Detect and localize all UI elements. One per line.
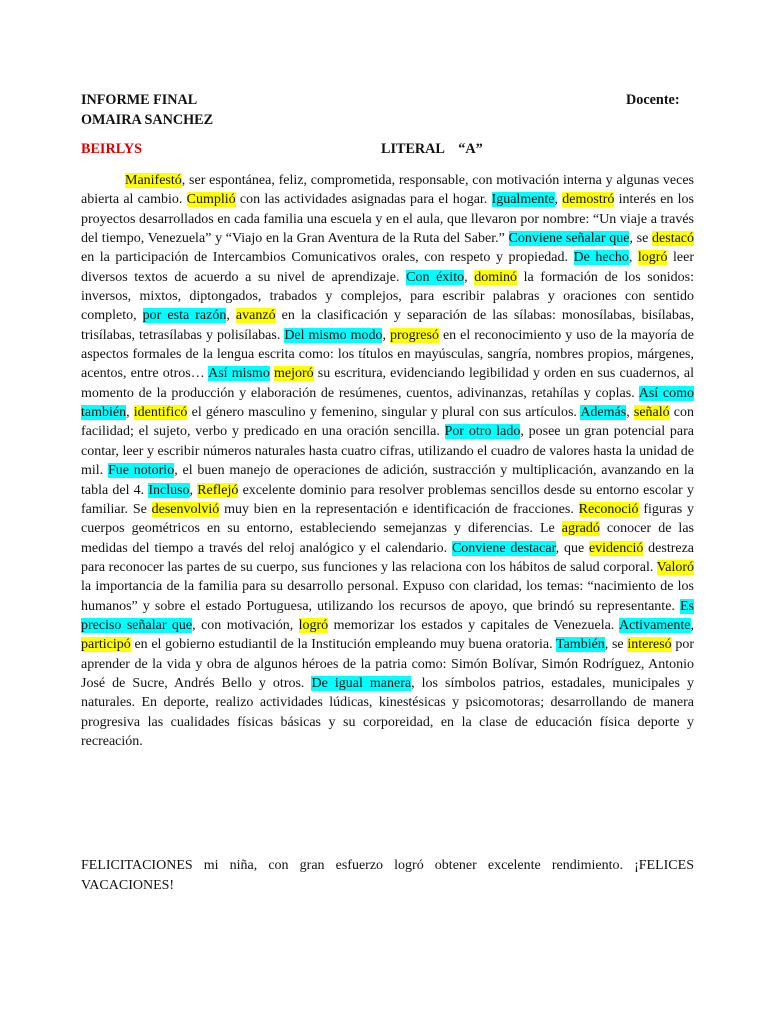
closing-message: FELICITACIONES mi niña, con gran esfuerzo logró obtener excelente rendimiento. ¡FELICES VACACIONES!: [81, 858, 694, 893]
body-text-run: leer diversos textos de acuerdo a su nivel de aprendizaje.: [81, 250, 695, 285]
highlighted-verb: participó: [81, 637, 131, 653]
highlighted-connector: De hecho: [573, 250, 629, 266]
highlighted-verb: desenvolvió: [151, 501, 220, 517]
highlighted-connector: Así como también: [81, 385, 694, 421]
highlighted-verb: dominó: [474, 269, 517, 285]
body-text-run: su escritura, evidenciando legibilidad y orden en sus cuadernos, al momento de la producción y elaboración de resúmenes, cuentos, adivinanzas, retahílas y coplas.: [81, 366, 695, 401]
body-text-run: la formación de los sonidos: inversos, mixtos, diptongados, trabados y complejos, para escribir palabras y oraciones con sentido completo,: [81, 269, 694, 324]
body-text-run: ,: [554, 192, 563, 208]
highlighted-verb: demostró: [562, 192, 615, 208]
body-text-run: ,: [226, 308, 236, 324]
body-text-run: en la participación de Intercambios Comunicativos orales, con respeto y propiedad.: [81, 250, 574, 266]
highlighted-connector: por esta razón: [142, 308, 227, 324]
body-text-run: destreza para reconocer las partes de su cuerpo, sus funciones y las relaciona con los hábitos de salud corporal.: [81, 540, 695, 575]
highlighted-verb: logró: [637, 250, 668, 266]
body-text-run: ,: [628, 250, 638, 266]
highlighted-connector: Conviene destacar: [451, 540, 556, 556]
body-text-run: en el gobierno estudiantil de la Institución empleando muy buena oratoria.: [130, 637, 557, 653]
highlighted-verb: Reconoció: [578, 501, 639, 517]
body-text-run: ,: [464, 269, 475, 285]
highlighted-verb: progresó: [389, 327, 439, 343]
body-text-run: memorizar los estados y capitales de Venezuela.: [328, 617, 619, 633]
body-text-run: con las actividades asignadas para el hogar.: [235, 192, 492, 208]
highlighted-connector: Igualmente: [491, 192, 555, 208]
highlighted-connector: Conviene señalar que: [508, 231, 630, 247]
highlighted-connector: Así mismo: [208, 366, 270, 382]
body-text-run: , se: [604, 637, 628, 653]
body-text-run: , que: [555, 540, 589, 556]
highlighted-connector: Es preciso señalar que: [81, 598, 694, 633]
highlighted-connector: Además: [580, 405, 627, 421]
highlighted-verb: identificó: [133, 405, 188, 421]
highlighted-verb: Manifestó: [125, 173, 182, 188]
body-text-run: excelente dominio para resolver problemas sencillos desde su entorno escolar y familiar. Se: [81, 482, 694, 517]
body-text-run: , posee un gran potencial para contar, leer y escribir números naturales hasta cuatro cifras, utilizando el cuadro de valores hasta la unidad de mil.: [81, 424, 694, 479]
highlighted-connector: También: [556, 637, 605, 653]
body-text-run: , ser espontánea, feliz, comprometida, responsable, con motivación interna y algunas veces abierta al cambio.: [81, 173, 694, 208]
body-text-run: en la clasificación y separación de las sílabas: monosílabas, bisílabas, trisílabas, tetrasílabas y polisílabas.: [81, 308, 694, 343]
body-text-run: , los símbolos patrios, estadales, municipales y naturales. En deporte, realizo actividades lúdicas, kinestésicas y psicomotoras; desarrollando de manera progresiva las cualidades físicas básicas y su corporeidad, en la clase de educación física deporte y recreación.: [81, 675, 695, 749]
body-text-run: ,: [189, 482, 198, 498]
highlighted-connector: Del mismo modo: [284, 327, 383, 343]
body-text-run: el género masculino y femenino, singular y plural con sus artículos.: [187, 405, 581, 421]
body-text-run: interés en los proyectos desarrollados en cada familia una escuela y en el aula, que llevaron por nombre: “Un viaje a través del tiempo, Venezuela” y “Viajo en la Gran Aventura de la Ruta del Saber.”: [81, 192, 694, 247]
body-text-run: en el reconocimiento y uso de la mayoría de aspectos formales de la lengua escrita como: los títulos en mayúsculas, sangría, nombres propios, márgenes, acentos, entre otros…: [81, 327, 694, 382]
highlighted-verb: destacó: [652, 231, 695, 247]
student-name: BEIRLYS: [81, 141, 142, 157]
highlighted-verb: avanzó: [235, 308, 276, 324]
body-text-run: , el buen manejo de operaciones de adición, sustracción y multiplicación, avanzando en la tabla del 4.: [81, 463, 694, 498]
body-text-run: con facilidad; el sujeto, verbo y predicado en una oración sencilla.: [81, 405, 695, 440]
report-body-paragraph: [81, 171, 694, 751]
body-text-run: conocer de las medidas del tiempo a través del reloj analógico y el calendario.: [81, 521, 694, 556]
body-text-run: por aprender de la vida y obra de algunos héroes de la patria como: Simón Bolívar, Simón Rodríguez, Antonio José de Sucre, Andrés Bello y otros.: [81, 637, 694, 691]
highlighted-verb: evidenció: [588, 540, 644, 556]
teacher-label: Docente:: [626, 92, 680, 108]
body-text-run: ,: [126, 405, 134, 421]
highlighted-verb: interesó: [627, 637, 672, 653]
highlighted-connector: Incluso: [148, 482, 190, 498]
highlighted-verb: Valoró: [656, 559, 694, 575]
report-title: INFORME FINAL: [81, 92, 198, 108]
highlighted-connector: De igual manera: [311, 675, 412, 691]
highlighted-verb: mejoró: [273, 366, 314, 382]
highlighted-verb: agradó: [561, 521, 600, 537]
body-text-run: ,: [382, 327, 390, 343]
highlighted-verb: Reflejó: [197, 482, 239, 498]
highlighted-verb: logró: [298, 617, 329, 633]
body-text-run: , con motivación,: [192, 617, 299, 633]
highlighted-connector: Fue notorio: [107, 463, 175, 479]
body-text-run: , se: [629, 231, 653, 247]
body-text-run: figuras y cuerpos geométricos en su entorno, estableciendo semejanzas y diferencias. Le: [81, 501, 694, 537]
highlighted-connector: Por otro lado: [444, 424, 521, 440]
teacher-name: OMAIRA SANCHEZ: [81, 112, 214, 128]
literal-grade: LITERAL “A”: [381, 141, 483, 157]
highlighted-verb: Cumplió: [186, 192, 236, 208]
body-text-run: ,: [626, 405, 634, 421]
body-text-run: ,: [690, 617, 694, 633]
highlighted-connector: Activamente: [618, 617, 691, 633]
highlighted-verb: señaló: [633, 405, 670, 421]
body-text-run: la importancia de la familia para su desarrollo personal. Expuso con claridad, los temas: “nacimiento de los humanos” y sobre el estado Portuguesa, utilizando los recursos de apoyo, que brindó su representante.: [81, 579, 694, 614]
body-text-run: muy bien en la representación e identificación de fracciones.: [219, 501, 579, 517]
highlighted-connector: Con éxito: [406, 269, 465, 285]
